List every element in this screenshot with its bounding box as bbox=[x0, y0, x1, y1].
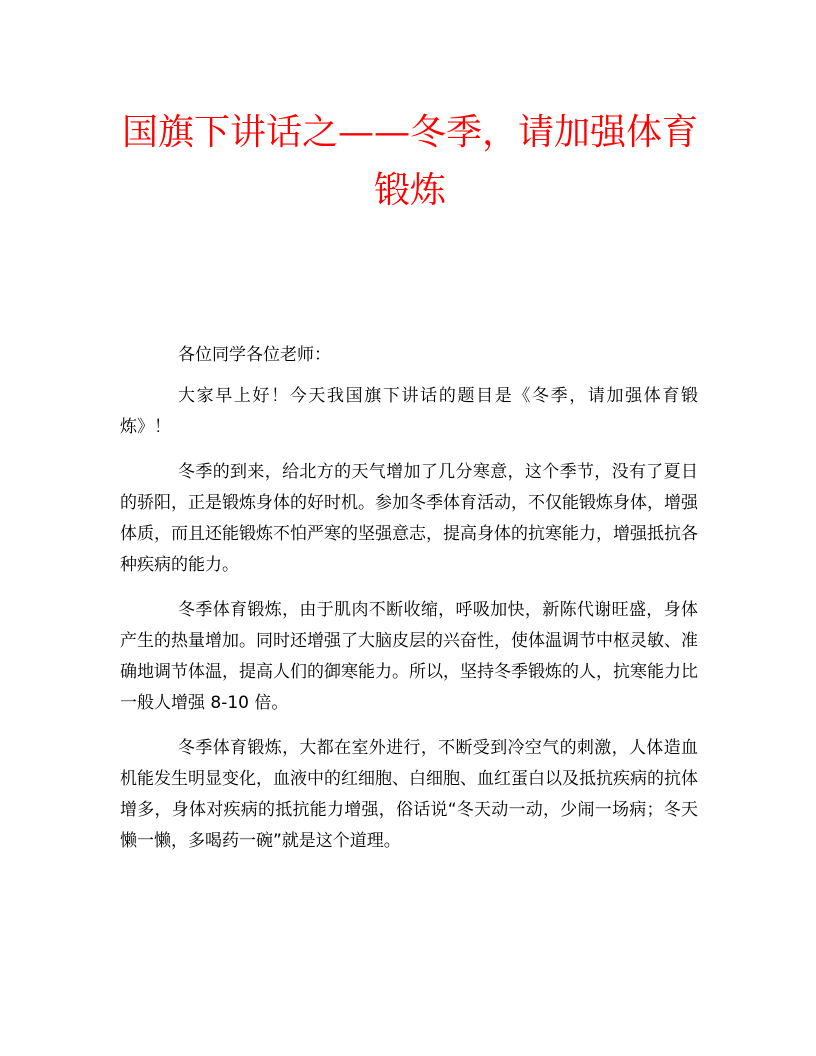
body-paragraph-2: 冬季体育锻炼，由于肌肉不断收缩，呼吸加快，新陈代谢旺盛，身体产生的热量增加。同时还增强了大脑皮层的兴奋性，使体温调节中枢灵敏、准确地调节体温，提高人们的御寒能力。所以，坚持冬季锻炼的人，抗寒能力比一般人增强 8-10 倍。 bbox=[120, 600, 698, 713]
intro-paragraph: 大家早上好！今天我国旗下讲话的题目是《冬季，请加强体育锻炼》！ bbox=[120, 386, 698, 437]
document-title: 国旗下讲话之——冬季，请加强体育锻炼 bbox=[121, 112, 698, 211]
body-paragraph-1: 冬季的到来，给北方的天气增加了几分寒意，这个季节，没有了夏日的骄阳，正是锻炼身体的好时机。参加冬季体育活动，不仅能锻炼身体，增强体质，而且还能锻炼不怕严寒的坚强意志，提高身体的抗寒能力，增强抵抗各种疾病的能力。 bbox=[120, 462, 698, 575]
document-body bbox=[120, 340, 698, 871]
body-paragraph-3: 冬季体育锻炼，大都在室外进行，不断受到冷空气的刺激，人体造血机能发生明显变化，血液中的红细胞、白细胞、血红蛋白以及抵抗疾病的抗体增多，身体对疾病的抵抗能力增强，俗话说“冬天动一动，少闹一场病；冬天懒一懒，多喝药一碗”就是这个道理。 bbox=[120, 738, 698, 851]
greeting-paragraph: 各位同学各位老师： bbox=[178, 345, 331, 365]
